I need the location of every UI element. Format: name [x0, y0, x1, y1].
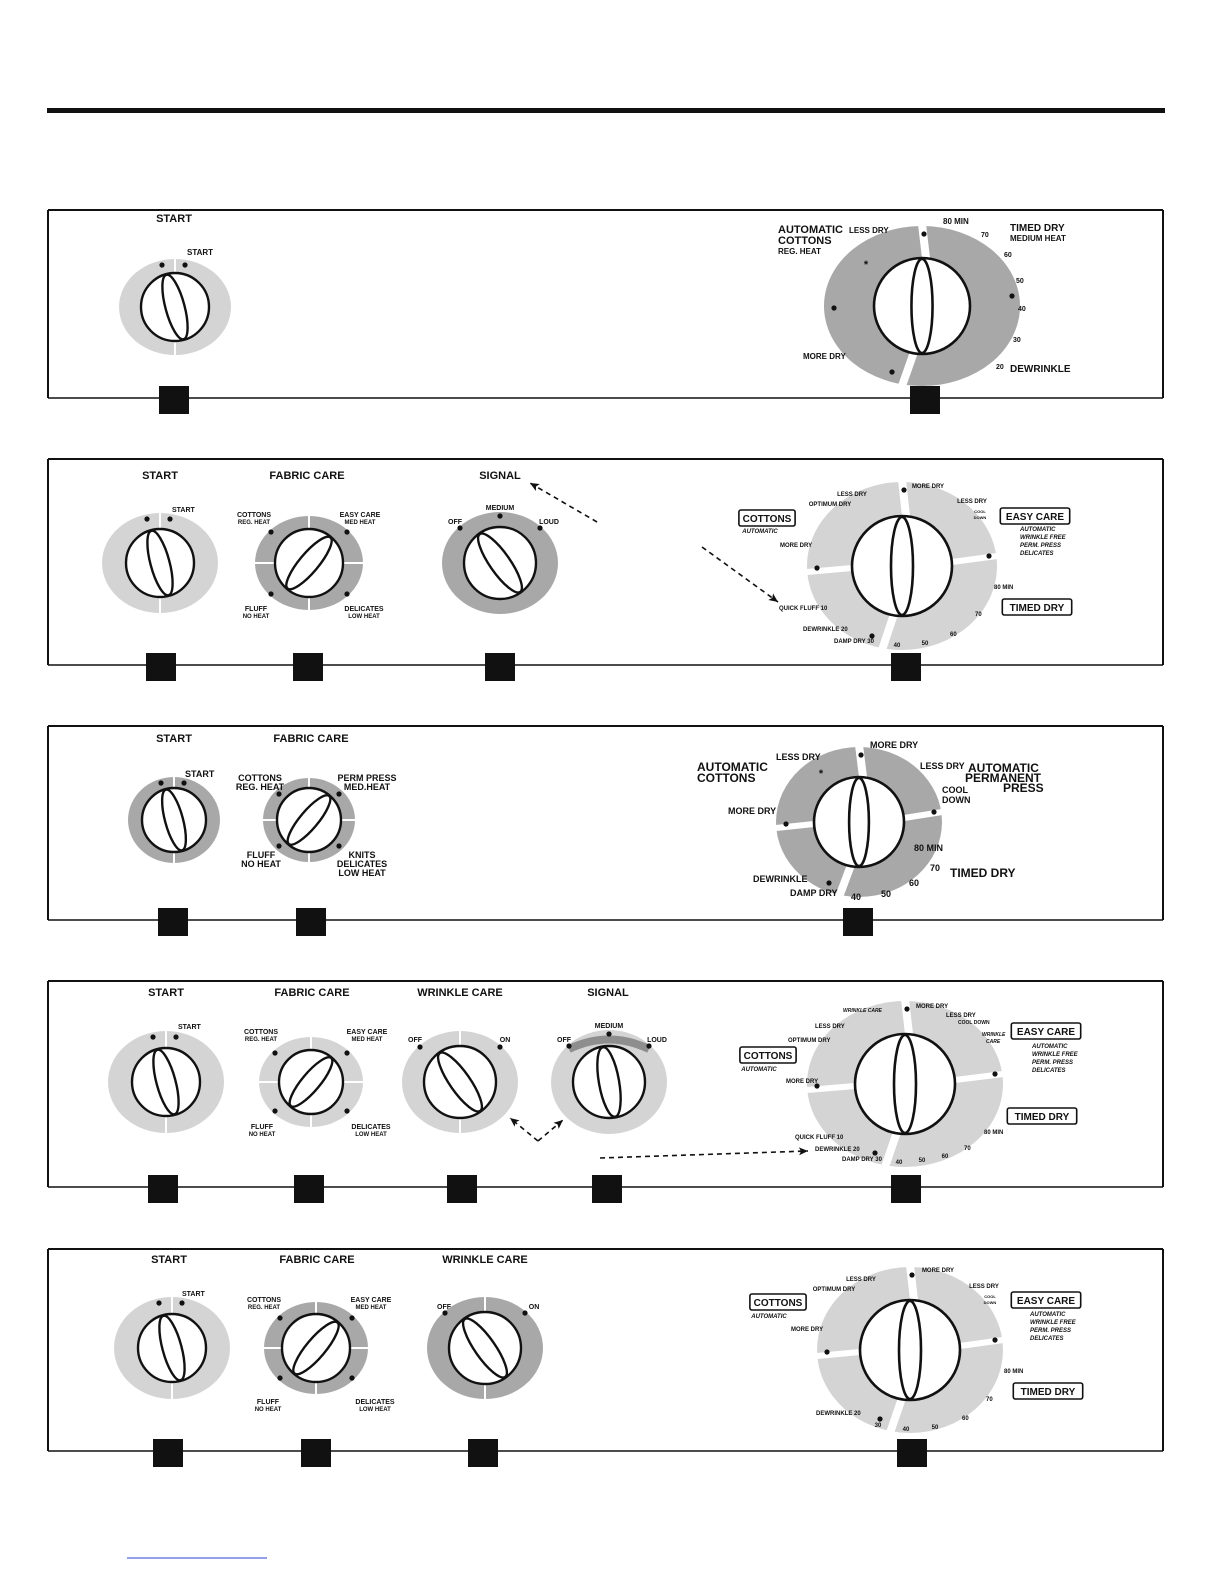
setting-dot [344, 591, 349, 596]
control-panel-1 [48, 210, 1163, 414]
cycle-setting-label: MORE DRY [780, 543, 813, 549]
cycle-setting-label: WRINKLE [982, 1032, 1006, 1038]
cycle-setting-label: 70 [975, 612, 982, 618]
knob-title: FABRIC CARE [279, 1254, 355, 1266]
setting-dot [497, 1044, 502, 1049]
knob-face [573, 1046, 645, 1118]
cycle-category-label: COTTONS [743, 1051, 793, 1062]
setting-dot [869, 633, 874, 638]
cycle-setting-label: 70 [986, 1397, 993, 1403]
knob-setting-label: KNITS [348, 850, 376, 860]
cycle-setting-label: AUTOMATIC [742, 529, 778, 535]
cycle-setting-label: AUTOMATIC [1020, 527, 1056, 533]
cycle-dial[interactable] [778, 217, 1071, 386]
cycle-setting-label: MORE DRY [803, 352, 846, 361]
knob-setting-label: COTTONS [243, 1029, 279, 1036]
cycle-setting-label: DEWRINKLE [1010, 364, 1071, 375]
setting-dot [606, 1031, 611, 1036]
knob-setting-label: DELICATES [351, 1124, 391, 1131]
setting-dot [858, 752, 863, 757]
knob-setting-label: START [178, 1024, 201, 1031]
cycle-setting-label: 80 MIN [943, 217, 969, 226]
section-gap [776, 824, 814, 828]
cycle-setting-label: 40 [902, 1427, 910, 1433]
cycle-setting-label: LESS DRY [846, 1277, 876, 1283]
setting-dot [277, 1375, 282, 1380]
setting-dot [921, 231, 926, 236]
cycle-setting-label: MORE DRY [911, 484, 945, 490]
setting-dot [831, 305, 836, 310]
cycle-face [814, 777, 904, 867]
knob-title: WRINKLE CARE [417, 987, 503, 999]
arrow-head [508, 1115, 520, 1127]
cycle-setting-label: LESS DRY [815, 1024, 845, 1030]
cycle-setting-label: AUTOMATIC [1032, 1044, 1068, 1050]
callout-tag [159, 386, 189, 414]
cycle-setting-label: OPTIMUM DRY [808, 502, 852, 508]
setting-dot [159, 262, 164, 267]
knob-setting-label: ON [528, 1304, 540, 1311]
cycle-setting-label: DEWRINKLE 20 [816, 1411, 861, 1417]
cycle-setting-label: 70 [930, 863, 941, 873]
knob-setting-label: DELICATES [336, 859, 388, 869]
cycle-setting-label: LESS DRY [969, 1284, 999, 1290]
knob-setting-label: LOW HEAT [359, 1407, 391, 1413]
cycle-setting-label: 70 [981, 232, 989, 239]
callout-tag [301, 1439, 331, 1467]
setting-dot [268, 529, 273, 534]
callout-arrow [528, 480, 597, 522]
knob-signal[interactable] [442, 470, 559, 614]
knob-setting-label: NO HEAT [241, 859, 281, 869]
setting-dot [268, 591, 273, 596]
setting-dot [276, 791, 281, 796]
knob-title: FABRIC CARE [269, 470, 345, 482]
knob-setting-label: MEDIUM [594, 1023, 624, 1030]
knob-face [277, 788, 341, 852]
cycle-setting-label: AUTOMATIC [968, 761, 1039, 775]
callout-tag [592, 1175, 622, 1203]
knob-start[interactable] [114, 1254, 230, 1399]
knob-title: FABRIC CARE [273, 733, 349, 745]
knob-title: START [142, 470, 178, 482]
setting-dot [344, 1108, 349, 1113]
callout-tag [447, 1175, 477, 1203]
knob-setting-label: EASY CARE [339, 512, 381, 519]
cycle-setting-label: 50 [1016, 278, 1024, 285]
section-gap [910, 1265, 914, 1300]
cycle-setting-label: 80 MIN [914, 843, 944, 853]
cycle-setting-label: 60 [941, 1154, 949, 1160]
control-panel-3 [48, 726, 1163, 936]
setting-dot [344, 529, 349, 534]
setting-dot [272, 1108, 277, 1113]
arrow-line [702, 547, 778, 602]
cycle-setting-label: LESS DRY [837, 492, 867, 498]
cycle-setting-label: DELICATES [1020, 551, 1054, 557]
setting-dot [826, 880, 831, 885]
cycle-setting-label: 30 [874, 1423, 882, 1429]
callout-tag [843, 908, 873, 936]
setting-dot [457, 525, 462, 530]
knob-setting-label: NO HEAT [242, 614, 270, 620]
knob-setting-label: FLUFF [250, 1124, 274, 1131]
knob-title: SIGNAL [587, 987, 629, 999]
knob-title: START [156, 213, 192, 225]
setting-dot [276, 843, 281, 848]
arrow-head [768, 593, 780, 605]
setting-dot [442, 1310, 447, 1315]
setting-dot [537, 525, 542, 530]
cycle-setting-label: DAMP DRY [790, 888, 838, 898]
cycle-setting-label: MORE DRY [916, 1004, 949, 1010]
cycle-setting-label: 80 MIN [994, 585, 1014, 591]
callout-tag [146, 653, 176, 681]
knob-face [282, 1314, 350, 1382]
setting-dot [1009, 293, 1014, 298]
cycle-setting-label: 60 [962, 1416, 969, 1422]
cycle-setting-label: COOL [974, 509, 986, 514]
knob-setting-label: OFF [408, 1037, 422, 1044]
control-panel-4 [48, 981, 1163, 1203]
callout-tag [891, 1175, 921, 1203]
cycle-setting-label: PERM. PRESS [1032, 1060, 1074, 1066]
setting-dot [566, 1043, 571, 1048]
cycle-setting-label: DEWRINKLE [753, 874, 808, 884]
knob-setting-label: REG. HEAT [244, 1037, 278, 1043]
setting-dot [417, 1044, 422, 1049]
callout-tag [897, 1439, 927, 1467]
callout-tag [158, 908, 188, 936]
knob-setting-label: ON [499, 1037, 511, 1044]
knob-title: START [156, 733, 192, 745]
cycle-setting-label: 40 [1018, 306, 1026, 313]
cycle-setting-label: DOWN [942, 795, 971, 805]
knob-setting-label: MED HEAT [344, 520, 376, 526]
cycle-setting-label: 70 [964, 1146, 971, 1152]
cycle-setting-label: 40 [893, 643, 901, 649]
setting-dot [344, 1050, 349, 1055]
cycle-dial[interactable] [697, 740, 1044, 902]
cycle-setting-label: MORE DRY [870, 740, 919, 750]
callout-tag [910, 386, 940, 414]
knob-setting-label: PERM PRESS [337, 773, 397, 783]
setting-dot [336, 791, 341, 796]
setting-dot [173, 1034, 178, 1039]
knob-setting-label: FLUFF [256, 1399, 280, 1406]
knob-start[interactable] [128, 733, 220, 863]
knob-face [424, 1046, 496, 1118]
knob-title: SIGNAL [479, 470, 521, 482]
setting-dot [349, 1375, 354, 1380]
knob-face [279, 1050, 343, 1114]
cycle-setting-label: DELICATES [1030, 1336, 1064, 1342]
cycle-setting-label: DOWN [983, 1300, 997, 1305]
cycle-setting-label: 60 [1004, 252, 1012, 259]
cycle-category-label: EASY CARE [1016, 1296, 1076, 1307]
setting-dot [150, 1034, 155, 1039]
knob-setting-label: LOW HEAT [355, 1132, 387, 1138]
cycle-setting-label: 50 [921, 641, 929, 647]
knob-face [449, 1312, 521, 1384]
knob-setting-label: OFF [557, 1037, 571, 1044]
cycle-setting-label: OPTIMUM DRY [812, 1287, 856, 1293]
setting-dot [167, 516, 172, 521]
callout-tag [468, 1439, 498, 1467]
arrow-line [600, 1151, 808, 1158]
setting-dot [277, 1315, 282, 1320]
knob-fabric-care[interactable] [247, 1254, 395, 1413]
knob-setting-label: NO HEAT [248, 1132, 276, 1138]
cycle-setting-label: QUICK FLUFF 10 [779, 606, 828, 612]
cycle-category-label: COTTONS [742, 514, 792, 525]
setting-dot [986, 553, 991, 558]
callout-arrow [600, 1147, 808, 1158]
knob-title: WRINKLE CARE [442, 1254, 528, 1266]
setting-dot [181, 780, 186, 785]
callout-tag [294, 1175, 324, 1203]
cycle-setting-label: COTTONS [697, 771, 756, 785]
cycle-setting-label: DAMP DRY 30 [842, 1157, 882, 1163]
setting-dot [992, 1071, 997, 1076]
cycle-setting-label: 40 [850, 892, 862, 902]
cycle-setting-label: 30 [1013, 337, 1021, 344]
knob-setting-label: MED HEAT [351, 1037, 383, 1043]
cycle-setting-label: PERMANENT [965, 771, 1042, 785]
knob-setting-label: LOW HEAT [338, 868, 386, 878]
cycle-setting-label: 40 [895, 1160, 903, 1166]
knob-setting-label: MED.HEAT [343, 782, 391, 792]
cycle-setting-label: COOL [984, 1294, 996, 1299]
setting-dot [824, 1349, 829, 1354]
setting-dot [646, 1043, 651, 1048]
setting-dot [144, 516, 149, 521]
knob-setting-label: DELICATES [344, 606, 384, 613]
cycle-setting-label: LESS DRY [849, 226, 889, 235]
callout-tag [296, 908, 326, 936]
cycle-setting-label: MEDIUM HEAT [1010, 234, 1066, 243]
cycle-setting-label: * [863, 259, 869, 271]
control-panel-2 [48, 459, 1163, 681]
cycle-setting-label: 50 [931, 1425, 939, 1431]
cycle-face [860, 1300, 960, 1400]
setting-dot [872, 1150, 877, 1155]
knob-setting-label: FLUFF [244, 606, 268, 613]
knob-start[interactable] [102, 470, 218, 613]
knob-wrinkle-care[interactable] [427, 1254, 543, 1399]
knob-start[interactable] [108, 987, 224, 1133]
cycle-category-label: TIMED DRY [1009, 603, 1065, 614]
setting-dot [522, 1310, 527, 1315]
cycle-setting-label: 60 [909, 878, 920, 888]
knob-setting-label: REG. HEAT [235, 782, 285, 792]
knob-setting-label: DELICATES [355, 1399, 395, 1406]
knob-start[interactable] [119, 213, 231, 355]
knob-setting-label: LOUD [539, 519, 559, 526]
cycle-category-label: EASY CARE [1016, 1027, 1076, 1038]
knob-setting-label: START [187, 248, 214, 257]
knob-setting-label: LOW HEAT [348, 614, 380, 620]
callout-arrow [702, 547, 780, 605]
knob-setting-label: EASY CARE [350, 1297, 392, 1304]
cycle-setting-label: DEWRINKLE 20 [815, 1147, 860, 1153]
knob-face [464, 527, 536, 599]
cycle-setting-label: WRINKLE FREE [1032, 1052, 1078, 1058]
setting-dot [497, 513, 502, 518]
cycle-face [874, 258, 970, 354]
knob-setting-label: OFF [448, 519, 462, 526]
cycle-setting-label: QUICK FLUFF 10 [795, 1135, 844, 1141]
knob-setting-label: COTTONS [236, 512, 272, 519]
cycle-setting-label: AUTOMATIC [1030, 1312, 1066, 1318]
knob-fabric-care[interactable] [236, 733, 397, 878]
cycle-setting-label: COTTONS [778, 235, 832, 247]
setting-dot [931, 809, 936, 814]
knob-setting-label: LOUD [647, 1037, 667, 1044]
cycle-setting-label: COOL [942, 785, 968, 795]
cycle-setting-label: CARE [986, 1039, 1001, 1045]
setting-dot [179, 1300, 184, 1305]
cycle-setting-label: MORE DRY [786, 1079, 819, 1085]
cycle-setting-label: 50 [918, 1158, 926, 1164]
callout-tag [148, 1175, 178, 1203]
cycle-setting-label: * [818, 768, 824, 780]
knob-title: START [151, 1254, 187, 1266]
cycle-setting-label: WRINKLE FREE [1030, 1320, 1076, 1326]
cycle-setting-label: PRESS [1003, 781, 1044, 795]
setting-dot [904, 1006, 909, 1011]
cycle-setting-label: MORE DRY [921, 1268, 955, 1274]
setting-dot [814, 565, 819, 570]
section-gap [902, 480, 906, 516]
cycle-setting-label: REG. HEAT [778, 247, 821, 256]
arrow-head [528, 480, 540, 491]
section-gap [859, 745, 863, 777]
cycle-setting-label: TIMED DRY [1010, 223, 1065, 234]
cycle-setting-label: MORE DRY [791, 1327, 824, 1333]
cycle-setting-label: WRINKLE FREE [1020, 535, 1066, 541]
knob-title: START [148, 987, 184, 999]
cycle-dial[interactable] [740, 999, 1081, 1167]
callout-arrow [538, 1117, 566, 1141]
section-gap [922, 224, 926, 258]
knob-setting-label: REG. HEAT [237, 520, 271, 526]
callout-tag [485, 653, 515, 681]
knob-setting-label: COTTONS [238, 773, 282, 783]
setting-dot [349, 1315, 354, 1320]
cycle-setting-label: OPTIMUM DRY [788, 1038, 831, 1044]
cycle-setting-label: PERM. PRESS [1020, 543, 1062, 549]
cycle-face [855, 1034, 955, 1134]
cycle-setting-label: DELICATES [1032, 1068, 1066, 1074]
knob-setting-label: START [182, 1291, 205, 1298]
cycle-setting-label: PERM. PRESS [1030, 1328, 1072, 1334]
setting-dot [336, 843, 341, 848]
cycle-setting-label: LESS DRY [920, 761, 965, 771]
cycle-face [852, 516, 952, 616]
setting-dot [156, 1300, 161, 1305]
cycle-setting-label: DAMP DRY 30 [834, 639, 874, 645]
knob-setting-label: START [172, 507, 195, 514]
setting-dot [272, 1050, 277, 1055]
section-gap [807, 568, 852, 572]
cycle-dial[interactable] [739, 480, 1072, 650]
cycle-setting-label: 60 [950, 632, 957, 638]
callout-tag [891, 653, 921, 681]
cycle-setting-label: AUTOMATIC [741, 1067, 777, 1073]
cycle-dial[interactable] [750, 1265, 1083, 1433]
cycle-setting-label: LESS DRY [946, 1013, 976, 1019]
cycle-category-label: COTTONS [753, 1298, 803, 1309]
cycle-setting-label: WRINKLE CARE [843, 1008, 882, 1014]
knob-fabric-care[interactable] [237, 470, 384, 620]
knob-face [275, 529, 343, 597]
header-rule [47, 108, 1165, 113]
cycle-setting-label: LESS DRY [776, 752, 821, 762]
setting-dot [158, 780, 163, 785]
knob-setting-label: COTTONS [246, 1297, 282, 1304]
cycle-setting-label: AUTOMATIC [751, 1314, 787, 1320]
cycle-setting-label: AUTOMATIC [697, 760, 768, 774]
cycle-category-label: TIMED DRY [1020, 1387, 1076, 1398]
cycle-setting-label: 50 [880, 889, 892, 899]
knob-fabric-care[interactable] [244, 987, 391, 1138]
arrow-line [530, 483, 597, 522]
callout-arrow [508, 1115, 538, 1141]
cycle-category-label: TIMED DRY [1014, 1112, 1070, 1123]
cycle-setting-label: 80 MIN [984, 1130, 1004, 1136]
callout-tag [293, 653, 323, 681]
section-gap [817, 1352, 860, 1356]
cycle-setting-label: MORE DRY [728, 806, 777, 816]
cycle-setting-label: LESS DRY [957, 499, 987, 505]
knob-setting-label: FLUFF [246, 850, 276, 860]
knob-setting-label: EASY CARE [346, 1029, 388, 1036]
cycle-setting-label: COOL DOWN [958, 1020, 990, 1026]
knob-setting-label: MEDIUM [485, 505, 515, 512]
section-gap [905, 999, 909, 1034]
cycle-setting-label: 20 [996, 364, 1004, 371]
setting-dot [877, 1416, 882, 1421]
control-panel-5 [48, 1249, 1163, 1467]
setting-dot [783, 821, 788, 826]
cycle-setting-label: 80 MIN [1004, 1369, 1024, 1375]
knob-setting-label: REG. HEAT [247, 1305, 281, 1311]
knob-wrinkle-care[interactable] [402, 987, 518, 1133]
setting-dot [992, 1337, 997, 1342]
knob-setting-label: START [185, 769, 215, 779]
knob-title: FABRIC CARE [274, 987, 350, 999]
cycle-setting-label: DOWN [973, 515, 987, 520]
knob-setting-label: NO HEAT [254, 1407, 282, 1413]
cycle-setting-label: TIMED DRY [950, 866, 1016, 880]
setting-dot [909, 1272, 914, 1277]
knob-signal[interactable] [551, 987, 667, 1134]
cycle-category-label: EASY CARE [1005, 512, 1065, 523]
cycle-setting-label: DEWRINKLE 20 [803, 627, 848, 633]
section-gap [807, 1086, 855, 1090]
callout-tag [153, 1439, 183, 1467]
knob-setting-label: MED HEAT [355, 1305, 387, 1311]
knob-setting-label: OFF [437, 1304, 451, 1311]
setting-dot [182, 262, 187, 267]
setting-dot [889, 369, 894, 374]
cycle-setting-label: AUTOMATIC [778, 224, 843, 236]
setting-dot [901, 487, 906, 492]
